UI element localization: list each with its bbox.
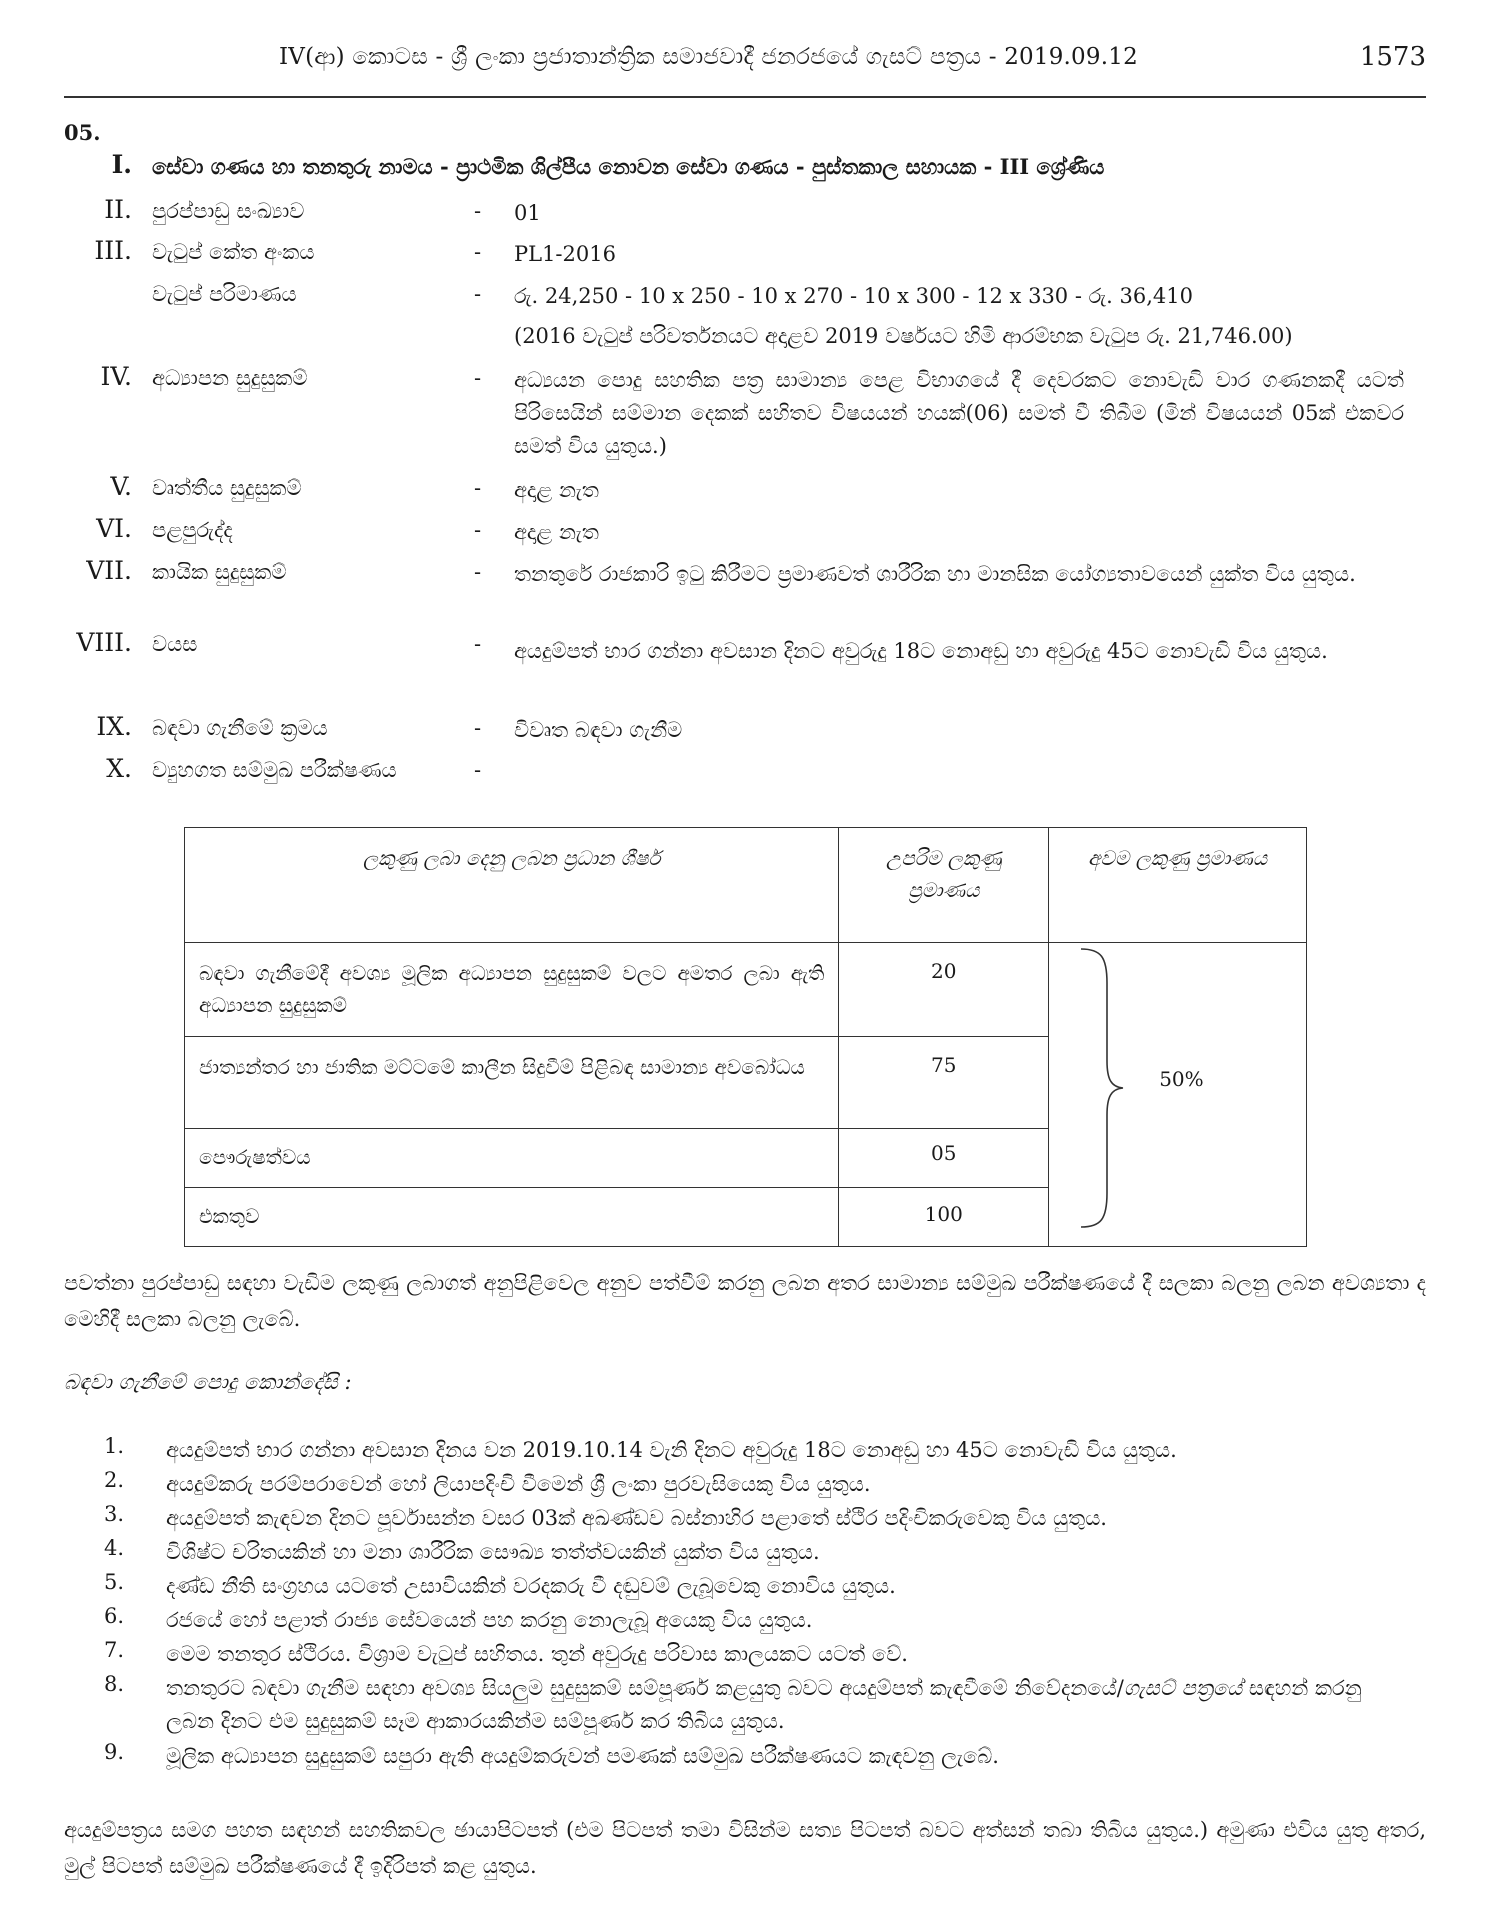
- table-cell-max: 100: [839, 1188, 1049, 1247]
- list-item-number: 1.: [104, 1434, 125, 1458]
- table-cell-subject: එකතුව: [185, 1188, 839, 1247]
- table-cell-max: 75: [839, 1037, 1049, 1129]
- item-label: අධ්‍යාපන සුදුසුකම්: [152, 366, 308, 390]
- item-label: වැටුප් කේත අංකය: [152, 240, 315, 264]
- roman-numeral: IV.: [100, 362, 132, 391]
- item-dash: -: [474, 366, 482, 390]
- column-header: ලකුණු ලබා දෙනු ලබන ප්‍රධාන ශීර්ෂ: [185, 828, 839, 943]
- item-dash: -: [474, 632, 482, 656]
- roman-numeral: V.: [110, 472, 132, 501]
- item-value: රු. 24,250 - 10 x 250 - 10 x 270 - 10 x 300 - 12 x 330 - රු. 36,410: [514, 284, 1193, 308]
- item-dash: -: [474, 199, 482, 223]
- gazette-header-title: IV(ආ) කොටස - ශ්‍රී ලංකා ප්‍රජාතාන්ත්‍රික සමාජවාදී ජනරජයේ ගැසට් පත්‍රය - 2019.09.12: [279, 44, 1138, 70]
- item-value: තනතුරේ රාජකාරි ඉටු කිරීමට ප්‍රමාණවත් ශාරීරික හා මානසික යෝග්‍යතාවයෙන් යුක්ත විය යුතුය.: [514, 562, 1356, 586]
- list-item-number: 3.: [104, 1502, 125, 1526]
- item-dash: -: [474, 240, 482, 264]
- item-value: අදාළ නැත: [514, 520, 599, 544]
- gazette-word: ගැසට්: [1123, 1676, 1175, 1700]
- table-cell-subject: පෞරුෂත්වය: [185, 1129, 839, 1188]
- list-item-text-part: තනතුරට බඳවා ගැනීම සඳහා අවශ්‍ය සියලුම සුදුසුකම් සම්පූර්ණ කළයුතු බවට අයදුම්පත් කැඳවීමේ නිවේදනයේ/: [166, 1676, 1124, 1700]
- item-dash: -: [474, 476, 482, 500]
- item-label: වෘත්තීය සුදුසුකම්: [152, 476, 302, 500]
- item-value-note: (2016 වැටුප් පරිවර්තනයට අදාළව 2019 වර්ෂයට හිමි ආරම්භක වැටුප රු. 21,746.00): [514, 324, 1293, 348]
- item-value: අධ්‍යයන පොදු සහතික පත්‍ර සාමාන්‍ය පෙළ විභාගයේ දී දෙවරකට නොවැඩි වාර ගණනකදී යටත් පිරිසෙයින් සම්මාන දෙකක් සහිතව විෂයයන් හයක්(06) සමත් වී තිබීම (මින් විෂයයන් 05ක් එකවර සමත් විය යුතුය.): [514, 368, 1404, 458]
- item-label: වැටුප් පරිමාණය: [152, 282, 297, 306]
- item-value: අදාළ නැත: [514, 478, 599, 502]
- item-label: පුරප්පාඩු සංඛ්‍යාව: [152, 199, 305, 223]
- list-item-number: 9.: [104, 1740, 125, 1764]
- minimum-marks-value: 50%: [1159, 1067, 1204, 1091]
- item-value: 01: [514, 201, 541, 225]
- item-label: වයස: [152, 632, 198, 656]
- item-dash: -: [474, 282, 482, 306]
- list-item-text-part: සඳහන් කරනු ලබන දිනට එම සුදුසුකම් සෑම ආකාරයකින්ම සම්පූර්ණ කර තිබිය යුතුය.: [166, 1676, 1362, 1733]
- table-cell-subject: බඳවා ගැනීමේදී අවශ්‍ය මූලික අධ්‍යාපන සුදුසුකම් වලට අමතර ලබා ඇති අධ්‍යාපන සුදුසුකම්: [185, 943, 839, 1037]
- item-label: බඳවා ගැනීමේ ක්‍රමය: [152, 716, 328, 740]
- item-value: PL1-2016: [514, 242, 616, 266]
- list-item-text: අයදුම්කරු පරම්පරාවෙන් හෝ ලියාපදිංචි වීමෙන් ශ්‍රී ලංකා පුරවැසියෙකු විය යුතුය.: [166, 1472, 871, 1496]
- table-cell-max: 20: [839, 943, 1049, 1037]
- table-row: [185, 943, 1307, 1037]
- item-value: විවෘත බඳවා ගැනීම: [514, 718, 683, 742]
- roman-numeral: VIII.: [76, 628, 132, 657]
- roman-numeral: X.: [106, 754, 132, 783]
- section-number: 05.: [64, 120, 101, 145]
- list-item-number: 7.: [104, 1638, 125, 1662]
- list-item-text: මූලික අධ්‍යාපන සුදුසුකම් සපුරා ඇති අයදුම්කරුවන් පමණක් සම්මුඛ පරීක්ෂණයට කැඳවනු ලැබේ.: [166, 1744, 999, 1768]
- list-item-number: 2.: [104, 1468, 125, 1492]
- column-header: උපරිම ලකුණු ප්‍රමාණය: [839, 828, 1049, 943]
- item-label: කායික සුදුසුකම්: [152, 560, 287, 584]
- list-item-text: [166, 1672, 1406, 1738]
- general-conditions-heading: බඳවා ගැනීමේ පොදු කොන්දේසි :: [64, 1370, 352, 1394]
- item-dash: -: [474, 758, 482, 782]
- gazette-word: පත්‍රයේ: [1181, 1676, 1243, 1700]
- list-item-text: දණ්ඩ නීති සංග්‍රහය යටතේ උසාවියකින් වරදකරු වී දඬුවම් ලැබූවෙකු නොවිය යුතුය.: [166, 1574, 896, 1598]
- marks-table: [184, 827, 1307, 1247]
- item-dash: -: [474, 560, 482, 584]
- list-item-number: 4.: [104, 1536, 125, 1560]
- service-title: සේවා ගණය හා තනතුරු නාමය - ප්‍රාථමික ශිල්පීය නොවන සේවා ගණය - පුස්තකාල සහායක - III ශ්‍රේණිය: [152, 154, 1105, 179]
- table-cell-max: 05: [839, 1129, 1049, 1188]
- roman-numeral: II.: [104, 195, 132, 224]
- table-cell-minimum: [1049, 943, 1307, 1247]
- page-number: 1573: [1359, 42, 1426, 72]
- closing-paragraph: අයදුම්පත්‍රය සමග පහත සඳහන් සහතිකවල ඡායාපිටපත් (එම පිටපත් තමා විසින්ම සත්‍ය පිටපත් බවට අත්සන් තබා තිබිය යුතුය.) අමුණා එවිය යුතු අතර, මුල් පිටපත් සම්මුඛ පරීක්ෂණයේ දී ඉදිරිපත් කළ යුතුය.: [64, 1818, 1426, 1878]
- list-item-text: විශිෂ්ට චරිතයකින් හා මනා ශාරීරික සෞඛ්‍ය තත්ත්වයකින් යුක්ත විය යුතුය.: [166, 1540, 820, 1564]
- item-dash: -: [474, 518, 482, 542]
- list-item-text: මෙම තනතුර ස්ථිරය. විශ්‍රාම වැටුප් සහිතය. තුන් අවුරුදු පරිවාස කාලයකට යටත් වේ.: [166, 1642, 908, 1666]
- roman-numeral: VII.: [86, 556, 132, 585]
- roman-numeral: III.: [94, 236, 132, 265]
- gazette-header: [64, 40, 1426, 98]
- list-item-number: 5.: [104, 1570, 125, 1594]
- roman-numeral: I.: [111, 150, 132, 179]
- item-dash: -: [474, 716, 482, 740]
- selection-paragraph: පවත්නා පුරප්පාඩු සඳහා වැඩිම ලකුණු ලබාගත් අනුපිළිවෙල අනුව පත්වීම් කරනු ලබන අතර සාමාන්‍ය සම්මුඛ පරීක්ෂණයේ දී සලකා බලනු ලබන අවශ්‍යතා ද මෙහිදී සලකා බලනු ලැබේ.: [64, 1271, 1426, 1331]
- table-cell-subject: ජාත්‍යන්තර හා ජාතික මට්ටමේ කාලීන සිදුවීම් පිළිබඳ සාමාන්‍ය අවබෝධය: [185, 1037, 839, 1129]
- roman-numeral: VI.: [96, 514, 132, 543]
- list-item-text: රජයේ හෝ පළාත් රාජ්‍ය සේවයෙන් පහ කරනු නොලැබූ අයෙකු විය යුතුය.: [166, 1608, 813, 1632]
- table-header-row: [185, 828, 1307, 943]
- list-item-number: 6.: [104, 1604, 125, 1628]
- column-header: අවම ලකුණු ප්‍රමාණය: [1049, 828, 1307, 943]
- item-label: පළපුරුද්ද: [152, 518, 233, 542]
- list-item-number: 8.: [104, 1672, 125, 1696]
- roman-numeral: IX.: [96, 712, 132, 741]
- item-value: අයදුම්පත් භාර ගන්නා අවසාන දිනට අවුරුදු 18ට නොඅඩු හා අවුරුදු 45ට නොවැඩි විය යුතුය.: [514, 639, 1328, 663]
- curly-brace-icon: [1071, 943, 1131, 1233]
- list-item-text: අයදුම්පත් භාර ගන්නා අවසාන දිනය වන 2019.10.14 වැනි දිනට අවුරුදු 18ට නොඅඩු හා 45ට නොවැඩි විය යුතුය.: [166, 1438, 1177, 1462]
- list-item-text: අයදුම්පත් කැඳවන දිනට පූර්වාසන්න වසර 03ක් අඛණ්ඩව බස්නාහිර පළාතේ ස්ථිර පදිංචිකරුවෙකු විය යුතුය.: [166, 1506, 1107, 1530]
- item-label: ව්‍යුහගත සම්මුඛ පරීක්ෂණය: [152, 758, 397, 782]
